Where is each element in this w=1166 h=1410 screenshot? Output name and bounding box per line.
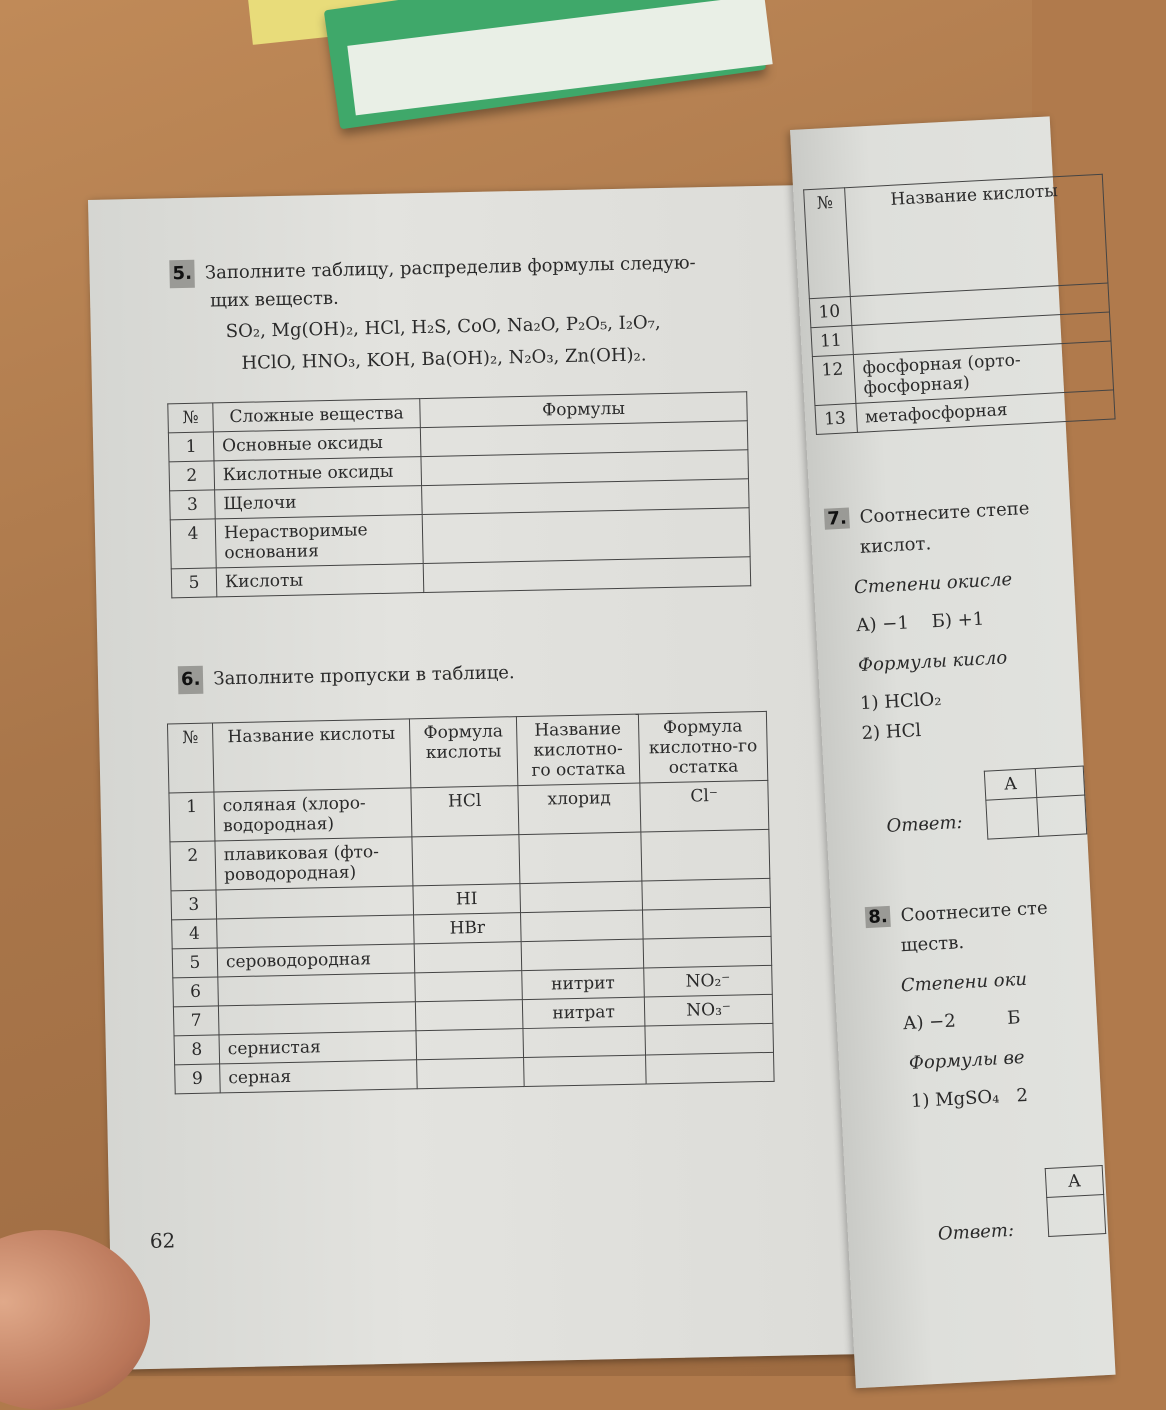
residue-name-cell[interactable] bbox=[519, 832, 642, 884]
acid-formula-cell[interactable]: HBr bbox=[414, 913, 522, 944]
task-7-text-line2: кислот. bbox=[859, 533, 932, 558]
acid-name-cell[interactable] bbox=[216, 886, 414, 919]
acid-name-cell[interactable]: серная bbox=[220, 1060, 418, 1093]
row-number: 1 bbox=[168, 432, 214, 462]
acid-name-cell[interactable]: метафосфорная bbox=[856, 390, 1115, 432]
rt-header-n: № bbox=[804, 188, 851, 299]
acid-name-cell[interactable]: сернистая bbox=[219, 1031, 417, 1064]
task-7-options: А) −1 Б) +1 bbox=[855, 608, 985, 637]
residue-name-cell[interactable]: нитрат bbox=[522, 997, 645, 1029]
row-number: 4 bbox=[170, 519, 216, 569]
task-8-options: А) −2 Б bbox=[902, 1007, 1021, 1035]
row-number: 3 bbox=[171, 890, 217, 920]
answer-cell[interactable] bbox=[1047, 1195, 1106, 1237]
task-5-table bbox=[167, 391, 751, 598]
acid-formula-cell[interactable] bbox=[415, 971, 523, 1002]
acid-name-cell[interactable]: плавиковая (фто-роводородная) bbox=[215, 837, 413, 890]
acid-formula-cell[interactable]: HCl bbox=[411, 786, 519, 837]
task-7-oxid-label: Степени окисле bbox=[853, 569, 1013, 599]
residue-name-cell[interactable] bbox=[520, 881, 643, 913]
acid-formula-cell[interactable] bbox=[414, 942, 522, 973]
residue-name-cell[interactable] bbox=[521, 910, 644, 942]
answer-cell[interactable] bbox=[986, 798, 1039, 840]
acid-name-cell[interactable] bbox=[218, 1002, 416, 1035]
task-7-answer-table bbox=[984, 766, 1087, 840]
task-8-answer-table bbox=[1045, 1165, 1107, 1237]
t6-header-n: № bbox=[167, 723, 213, 793]
task-7-formulas-label: Формулы кисло bbox=[857, 647, 1008, 677]
right-acid-table bbox=[803, 174, 1115, 435]
acid-formula-cell[interactable] bbox=[415, 1000, 523, 1031]
task-7-formula-2: 2) HCl bbox=[861, 719, 922, 745]
task-5-formulas-line2: HClO, HNO₃, KOH, Ba(OH)₂, N₂O₃, Zn(OH)₂. bbox=[241, 344, 647, 374]
row-number: 5 bbox=[172, 948, 218, 978]
row-number: 6 bbox=[173, 977, 219, 1007]
task-6-text: Заполните пропуски в таблице. bbox=[213, 662, 515, 690]
formulas-cell[interactable] bbox=[422, 508, 750, 564]
answer-col-a: А bbox=[984, 769, 1036, 801]
residue-formula-cell[interactable] bbox=[643, 936, 772, 968]
acid-formula-cell[interactable] bbox=[417, 1058, 525, 1089]
row-number: 7 bbox=[173, 1006, 219, 1036]
residue-formula-cell[interactable]: NO₂⁻ bbox=[644, 965, 773, 997]
rt-header-name: Название кислоты bbox=[845, 174, 1108, 296]
row-number: 12 bbox=[812, 354, 856, 405]
t6-header-acid-formula: Формула кислоты bbox=[409, 717, 517, 788]
task-7-heading bbox=[824, 498, 1030, 530]
task-5-number: 5. bbox=[169, 260, 195, 289]
answer-cell[interactable] bbox=[1037, 795, 1087, 836]
residue-formula-cell[interactable] bbox=[646, 1052, 775, 1084]
t6-header-residue-formula: Формула кислотно-го остатка bbox=[638, 711, 767, 783]
t6-header-acid-name: Название кислоты bbox=[212, 719, 410, 792]
acid-name-cell[interactable]: сероводородная bbox=[217, 944, 415, 977]
task-8-answer-label: Ответ: bbox=[937, 1219, 1015, 1245]
residue-formula-cell[interactable]: NO₃⁻ bbox=[644, 994, 773, 1026]
residue-formula-cell[interactable] bbox=[645, 1023, 774, 1055]
acid-name-cell[interactable]: соляная (хлоро-водородная) bbox=[214, 788, 412, 841]
task-5-formulas-line1: SO₂, Mg(OH)₂, HCl, H₂S, CoO, Na₂O, P₂O₅, I₂O₇, bbox=[225, 312, 661, 343]
task-5-heading bbox=[169, 248, 770, 317]
task-6-number: 6. bbox=[178, 666, 204, 695]
formulas-cell[interactable] bbox=[423, 557, 751, 593]
task-8-number: 8. bbox=[865, 906, 891, 928]
row-number: 9 bbox=[175, 1064, 221, 1094]
answer-col-a: А bbox=[1045, 1166, 1103, 1198]
row-number: 11 bbox=[811, 326, 853, 357]
task-7-formula-1: 1) HClO₂ bbox=[859, 688, 942, 715]
row-name: Щелочи bbox=[215, 486, 423, 519]
task-6-heading bbox=[178, 659, 515, 694]
t5-header-substances: Сложные вещества bbox=[213, 399, 421, 432]
task-8-formulas-label: Формулы ве bbox=[908, 1047, 1026, 1075]
acid-formula-cell[interactable]: HI bbox=[413, 884, 521, 915]
left-page bbox=[88, 184, 854, 1369]
row-number: 3 bbox=[170, 490, 216, 520]
t6-header-residue-name: Название кислотно-го остатка bbox=[516, 714, 639, 786]
row-name: Кислотные оксиды bbox=[214, 457, 422, 490]
acid-formula-cell[interactable] bbox=[412, 835, 520, 886]
row-name: Основные оксиды bbox=[213, 428, 421, 461]
acid-name-cell[interactable] bbox=[217, 915, 415, 948]
task-8-heading bbox=[865, 898, 1048, 929]
residue-formula-cell[interactable] bbox=[641, 829, 770, 881]
acid-formula-cell[interactable] bbox=[416, 1029, 524, 1060]
row-name: Нерастворимые основания bbox=[215, 515, 423, 568]
residue-formula-cell[interactable] bbox=[642, 878, 771, 910]
row-number: 2 bbox=[170, 841, 216, 891]
residue-name-cell[interactable]: хлорид bbox=[518, 783, 641, 835]
row-number: 1 bbox=[169, 792, 215, 842]
residue-name-cell[interactable]: нитрит bbox=[522, 968, 645, 1000]
acid-name-cell[interactable]: фосфорная (орто-фосфорная) bbox=[853, 341, 1113, 403]
task-8-text-line1: Соотнесите сте bbox=[900, 897, 1049, 927]
task-5-text-line1: Заполните таблицу, распределив формулы следую- bbox=[204, 252, 696, 284]
t5-header-formulas: Формулы bbox=[420, 392, 748, 428]
row-number: 13 bbox=[815, 403, 857, 434]
residue-formula-cell[interactable] bbox=[642, 907, 771, 939]
t5-header-n: № bbox=[168, 403, 214, 433]
task-7-number: 7. bbox=[824, 507, 850, 529]
residue-name-cell[interactable] bbox=[523, 1026, 646, 1058]
task-7-answer-label: Ответ: bbox=[886, 811, 964, 837]
row-number: 2 bbox=[169, 461, 215, 491]
row-number: 4 bbox=[172, 919, 218, 949]
residue-name-cell[interactable] bbox=[524, 1055, 647, 1087]
task-6-table bbox=[167, 711, 775, 1094]
task-8-formula-1: 1) MgSO₄ 2 bbox=[910, 1084, 1029, 1112]
row-name: Кислоты bbox=[216, 564, 424, 597]
row-number: 5 bbox=[171, 568, 217, 598]
row-number: 8 bbox=[174, 1035, 220, 1065]
task-5-text-line2: щих веществ. bbox=[209, 287, 340, 312]
page-number: 62 bbox=[149, 1228, 176, 1253]
acid-name-cell[interactable] bbox=[218, 973, 416, 1006]
residue-name-cell[interactable] bbox=[521, 939, 644, 971]
task-8-text-line2: ществ. bbox=[900, 932, 965, 957]
task-7-text-line1: Соотнесите степе bbox=[859, 498, 1030, 528]
row-number: 10 bbox=[809, 297, 851, 328]
task-8-oxid-label: Степени оки bbox=[900, 968, 1028, 997]
residue-formula-cell[interactable]: Cl⁻ bbox=[640, 780, 769, 832]
